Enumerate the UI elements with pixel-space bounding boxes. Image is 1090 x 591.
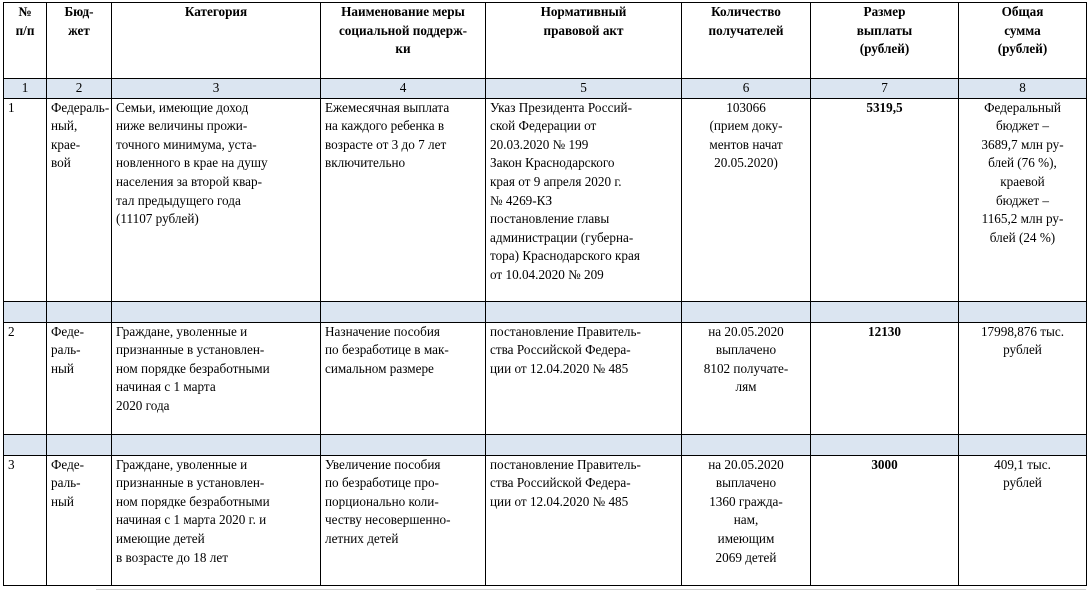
separator-row	[4, 301, 1087, 322]
header-text: социальной поддерж-	[338, 22, 468, 38]
cell-line: на 20.05.2020	[708, 456, 784, 472]
row-num-text: 2	[8, 323, 15, 339]
cell-line: ный	[51, 493, 74, 509]
header-text: ки	[395, 41, 411, 57]
payment-value: 5319,5	[866, 99, 903, 115]
cell-line: точного минимума, уста-	[116, 136, 257, 152]
cell-line: 20.05.2020)	[714, 155, 778, 171]
cell-line: Феде-	[51, 456, 85, 472]
row-num	[4, 98, 47, 301]
cell-line: 2069 детей	[715, 549, 777, 565]
row-payment	[811, 98, 959, 301]
cell-line: (11107 рублей)	[116, 211, 199, 227]
cell-line: (прием доку-	[709, 118, 783, 134]
cell-line: 103066	[726, 99, 766, 115]
cell-line: ниже величины прожи-	[116, 118, 248, 134]
separator-cell	[4, 301, 47, 322]
separator-cell	[47, 434, 112, 455]
cell-line: Ежемесячная выплата	[325, 99, 450, 115]
cell-line: населения за второй квар-	[116, 173, 262, 189]
separator-cell	[47, 301, 112, 322]
separator-cell	[486, 434, 682, 455]
table-row	[4, 322, 1087, 434]
cell-line: администрации (губерна-	[490, 229, 634, 245]
row-measure	[321, 322, 486, 434]
cell-line: ный	[51, 360, 74, 376]
column-number: 6	[682, 79, 811, 99]
column-number: 5	[486, 79, 682, 99]
row-act	[486, 455, 682, 585]
payment-value: 12130	[868, 323, 901, 339]
header-text: Бюд-	[64, 4, 94, 19]
cell-line: начиная с 1 марта	[116, 379, 216, 395]
cell-line: № 4269-КЗ	[490, 192, 553, 208]
cell-line: порционально коли-	[325, 493, 439, 509]
row-budget	[47, 322, 112, 434]
cell-line: честву несовершенно-	[325, 512, 451, 528]
header-text: (рублей)	[859, 41, 910, 57]
header-text: жет	[68, 22, 90, 38]
cell-line: краевой	[1000, 173, 1045, 189]
cell-line: ментов начат	[709, 136, 783, 152]
cell-line: Федеральный	[984, 99, 1061, 115]
cell-line: 3689,7 млн ру-	[981, 136, 1064, 152]
row-num	[4, 455, 47, 585]
cell-line: на каждого ребенка в	[325, 118, 445, 134]
cell-line: тора) Краснодарского края	[490, 248, 640, 264]
cell-line: ства Российской Федера-	[490, 475, 631, 491]
cell-line: ции от 12.04.2020 № 485	[490, 360, 629, 376]
cell-line: Закон Краснодарского	[490, 155, 615, 171]
cell-line: выплачено	[715, 475, 777, 491]
table-row	[4, 98, 1087, 301]
cell-line: Федераль-	[51, 99, 110, 115]
row-budget	[47, 98, 112, 301]
cell-line: 8102 получате-	[703, 360, 789, 376]
column-number: 4	[321, 79, 486, 99]
row-measure	[321, 455, 486, 585]
row-num	[4, 322, 47, 434]
cell-line: рублей	[1003, 475, 1042, 491]
cell-line: 17998,876 тыс.	[980, 323, 1065, 339]
cell-line: 20.03.2020 № 199	[490, 136, 589, 152]
separator-cell	[112, 301, 321, 322]
header-text: выплаты	[856, 22, 913, 38]
cell-line: Граждане, уволенные и	[116, 323, 248, 339]
cell-line: края от 9 апреля 2020 г.	[490, 173, 622, 189]
header-text: правовой акт	[543, 22, 624, 38]
cell-line: 2020 года	[116, 397, 170, 413]
cell-line: признанные в установлен-	[116, 342, 265, 358]
row-total	[959, 455, 1087, 585]
cell-line: Указ Президента Россий-	[490, 99, 632, 115]
row-category	[112, 322, 321, 434]
header-text: п/п	[15, 22, 35, 38]
cell-line: постановление Правитель-	[490, 456, 641, 472]
cell-line: блей (76 %),	[988, 155, 1057, 171]
row-payment	[811, 455, 959, 585]
header-measure	[321, 3, 486, 79]
row-act	[486, 98, 682, 301]
cell-line: блей (24 %)	[989, 229, 1056, 245]
column-number-row	[4, 79, 1087, 99]
cell-line: бюджет –	[995, 118, 1050, 134]
cell-line: начиная с 1 марта 2020 г. и	[116, 512, 267, 528]
header-category	[112, 3, 321, 79]
row-act	[486, 322, 682, 434]
header-act	[486, 3, 682, 79]
separator-cell	[682, 301, 811, 322]
header-text: (рублей)	[997, 41, 1048, 57]
bottom-divider	[96, 589, 1086, 590]
cell-line: лям	[735, 379, 757, 395]
separator-cell	[682, 434, 811, 455]
cell-line: ном порядке безработными	[116, 493, 270, 509]
cell-line: ской Федерации от	[490, 118, 597, 134]
cell-line: постановление главы	[490, 211, 610, 227]
row-total	[959, 98, 1087, 301]
table-row	[4, 455, 1087, 585]
separator-cell	[959, 301, 1087, 322]
cell-line: на 20.05.2020	[708, 323, 784, 339]
separator-cell	[112, 434, 321, 455]
header-text: Наименование меры	[341, 4, 465, 19]
header-recipients	[682, 3, 811, 79]
row-recipients	[682, 322, 811, 434]
column-number: 8	[959, 79, 1087, 99]
cell-line: имеющим	[717, 530, 775, 546]
payment-value: 3000	[871, 456, 898, 472]
header-total	[959, 3, 1087, 79]
row-measure	[321, 98, 486, 301]
separator-cell	[321, 301, 486, 322]
header-budget	[47, 3, 112, 79]
header-text: Общая	[1001, 4, 1044, 19]
separator-cell	[811, 434, 959, 455]
separator-cell	[811, 301, 959, 322]
cell-line: признанные в установлен-	[116, 475, 265, 491]
row-payment	[811, 322, 959, 434]
cell-line: раль-	[51, 475, 81, 491]
cell-line: тал предыдущего года	[116, 192, 241, 208]
header-num	[4, 3, 47, 79]
row-num-text: 1	[8, 99, 15, 115]
cell-line: нам,	[733, 512, 759, 528]
cell-line: по безработице в мак-	[325, 342, 449, 358]
social-support-table	[3, 2, 1087, 586]
cell-line: в возрасте до 18 лет	[116, 549, 228, 565]
cell-line: вой	[51, 155, 71, 171]
row-category	[112, 455, 321, 585]
cell-line: выплачено	[715, 342, 777, 358]
cell-line: раль-	[51, 342, 81, 358]
separator-cell	[959, 434, 1087, 455]
row-recipients	[682, 98, 811, 301]
column-number: 7	[811, 79, 959, 99]
header-text: Размер	[863, 4, 906, 19]
cell-line: ства Российской Федера-	[490, 342, 631, 358]
separator-cell	[486, 301, 682, 322]
header-row	[4, 3, 1087, 79]
cell-line: крае-	[51, 136, 81, 152]
header-text: Категория	[184, 4, 248, 19]
cell-line: возрасте от 3 до 7 лет	[325, 136, 447, 152]
cell-line: 409,1 тыс.	[994, 456, 1051, 472]
cell-line: ции от 12.04.2020 № 485	[490, 493, 629, 509]
cell-line: имеющие детей	[116, 530, 205, 546]
cell-line: Граждане, уволенные и	[116, 456, 248, 472]
column-number: 2	[47, 79, 112, 99]
column-number: 1	[4, 79, 47, 99]
cell-line: включительно	[325, 155, 406, 171]
cell-line: постановление Правитель-	[490, 323, 641, 339]
cell-line: по безработице про-	[325, 475, 439, 491]
separator-row	[4, 434, 1087, 455]
row-category	[112, 98, 321, 301]
separator-cell	[321, 434, 486, 455]
header-text: Количество	[711, 4, 781, 19]
cell-line: 1360 гражда-	[709, 493, 783, 509]
row-total	[959, 322, 1087, 434]
row-budget	[47, 455, 112, 585]
header-text: получателей	[708, 22, 784, 38]
cell-line: от 10.04.2020 № 209	[490, 266, 604, 282]
cell-line: ный,	[51, 118, 78, 134]
cell-line: ном порядке безработными	[116, 360, 270, 376]
cell-line: симальном размере	[325, 360, 434, 376]
header-text: сумма	[1004, 22, 1041, 38]
column-number: 3	[112, 79, 321, 99]
row-recipients	[682, 455, 811, 585]
cell-line: Феде-	[51, 323, 85, 339]
header-payment	[811, 3, 959, 79]
row-num-text: 3	[8, 456, 15, 472]
cell-line: Семьи, имеющие доход	[116, 99, 249, 115]
cell-line: новленного в крае на душу	[116, 155, 268, 171]
cell-line: 1165,2 млн ру-	[981, 211, 1064, 227]
separator-cell	[4, 434, 47, 455]
cell-line: бюджет –	[995, 192, 1050, 208]
header-text: Нормативный	[540, 4, 627, 19]
cell-line: летних детей	[325, 530, 399, 546]
header-text: №	[18, 4, 32, 19]
cell-line: рублей	[1003, 342, 1042, 358]
cell-line: Увеличение пособия	[325, 456, 441, 472]
cell-line: Назначение пособия	[325, 323, 440, 339]
